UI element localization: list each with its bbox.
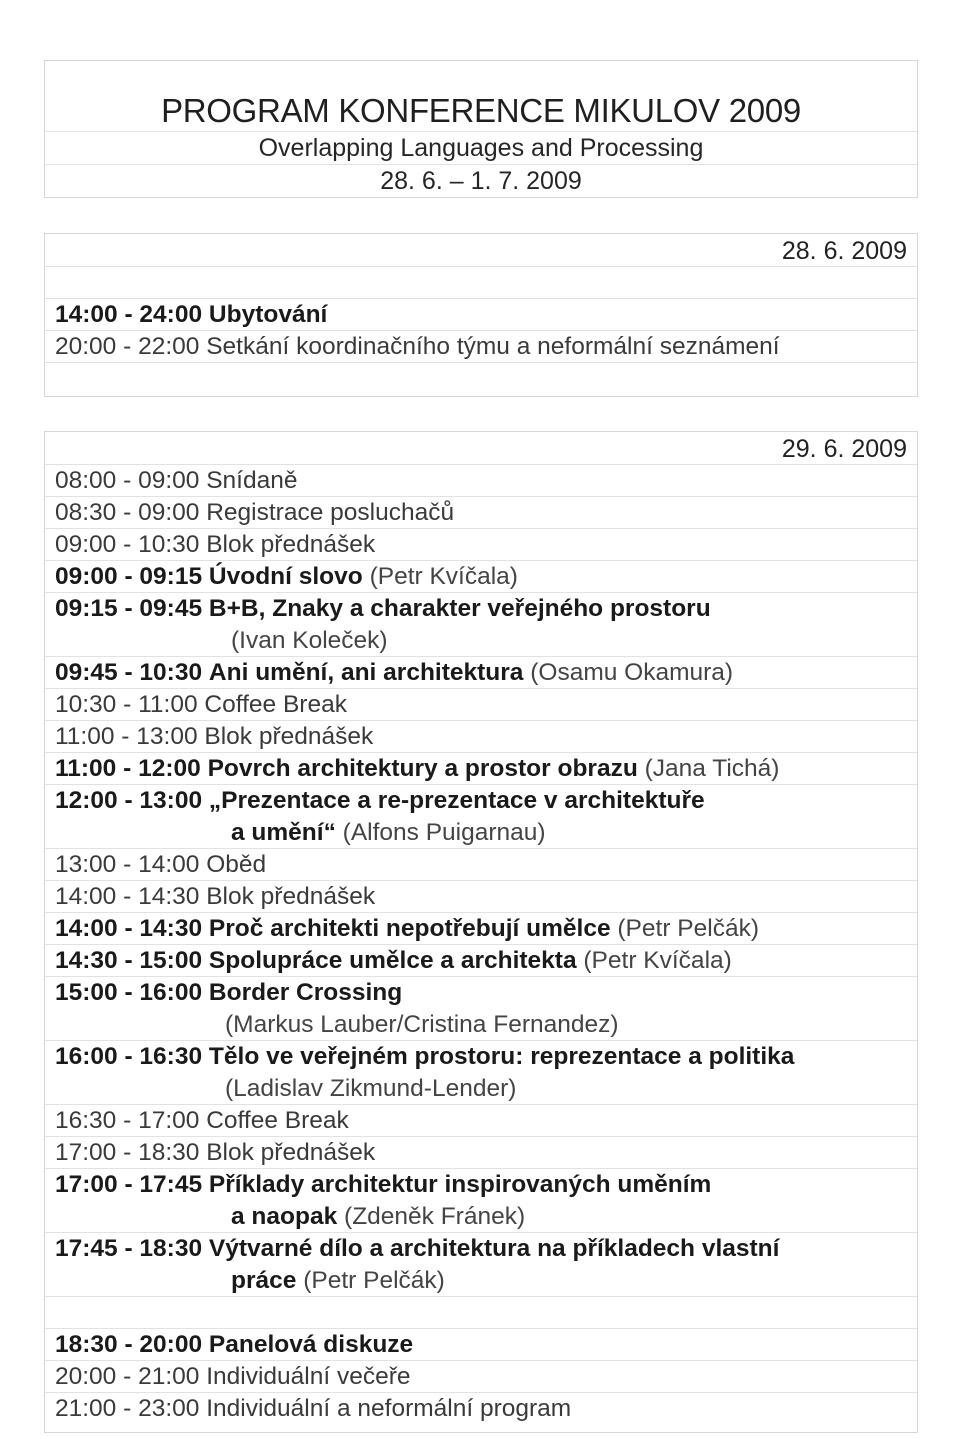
row-title: Border Crossing [208,979,403,1006]
schedule-row [45,1328,917,1360]
row-title-continued: a naopak [231,1203,338,1230]
row-title: Blok přednášek [206,531,376,558]
row-time: 14:30 - 15:00 [55,947,203,974]
row-time: 17:00 - 17:45 [55,1171,203,1198]
row-title-continued: a umění“ [231,819,336,846]
row-time: 21:00 - 23:00 [55,1395,200,1422]
schedule-row [45,592,917,656]
row-title: Příklady architektur inspirovaných uměním [208,1171,712,1198]
row-title: Výtvarné dílo a architektura na příkladech vlastní [208,1235,780,1262]
row-time: 14:00 - 14:30 [55,915,203,942]
schedule-row [45,528,917,560]
row-time: 17:00 - 18:30 [55,1139,200,1166]
row-speaker: (Zdeněk Fránek) [344,1203,526,1230]
row-title: Ubytování [208,301,328,328]
row-time: 13:00 - 14:00 [55,851,200,878]
row-time: 09:00 - 09:15 [55,563,203,590]
schedule-row [45,1136,917,1168]
day-2-schedule [44,431,918,1433]
row-time: 11:00 - 12:00 [55,755,201,782]
row-title: Coffee Break [206,1107,349,1134]
row-time: 10:30 - 11:00 [55,691,198,718]
row-title: Blok přednášek [204,723,374,750]
blank-row [45,1296,917,1328]
row-speaker: (Petr Kvíčala) [369,563,518,590]
row-time: 09:45 - 10:30 [55,659,203,686]
row-title: Blok přednášek [206,883,376,910]
row-title: Spolupráce umělce a architekta [208,947,577,974]
row-title: Panelová diskuze [208,1331,414,1358]
row-time: 18:30 - 20:00 [55,1331,203,1358]
schedule-row [45,1360,917,1392]
row-title: B+B, Znaky a charakter veřejného prostoru [208,595,711,622]
row-time: 16:30 - 17:00 [55,1107,200,1134]
row-time: 12:00 - 13:00 [55,787,203,814]
schedule-row [45,912,917,944]
row-speaker: (Petr Pelčák) [303,1267,445,1294]
row-title: Ani umění, ani architektura [208,659,524,686]
row-speaker: (Osamu Okamura) [530,659,734,686]
row-speaker: (Alfons Puigarnau) [342,819,546,846]
schedule-row [45,784,917,848]
schedule-row [45,656,917,688]
row-title-continued: práce [231,1267,297,1294]
row-speaker: (Petr Pelčák) [617,915,759,942]
schedule-row [45,298,917,330]
schedule-row [45,1168,917,1232]
schedule-row [45,720,917,752]
row-title: Blok přednášek [206,1139,376,1166]
row-title: Úvodní slovo [208,563,363,590]
row-title: Tělo ve veřejném prostoru: reprezentace a politika [208,1043,795,1070]
day-1-schedule [44,233,918,397]
row-time: 16:00 - 16:30 [55,1043,203,1070]
conference-header [44,60,918,198]
day-1-date: 28. 6. 2009 [781,237,907,265]
conference-date-range: 28. 6. – 1. 7. 2009 [45,164,917,197]
schedule-row [45,752,917,784]
row-speaker: (Jana Tichá) [644,755,780,782]
row-time: 20:00 - 22:00 [55,333,200,360]
row-time: 14:00 - 24:00 [55,301,203,328]
row-time: 20:00 - 21:00 [55,1363,200,1390]
schedule-row [45,1040,917,1104]
row-time: 14:00 - 14:30 [55,883,200,910]
day-2-date: 29. 6. 2009 [781,435,907,463]
row-time: 11:00 - 13:00 [55,723,198,750]
row-title: Setkání koordinačního týmu a neformální seznámení [206,333,780,360]
schedule-row [45,688,917,720]
schedule-row [45,464,917,496]
schedule-row [45,560,917,592]
row-title: Registrace posluchačů [206,499,455,526]
row-time: 17:45 - 18:30 [55,1235,203,1262]
row-speaker: (Petr Kvíčala) [583,947,732,974]
row-time: 08:30 - 09:00 [55,499,200,526]
schedule-row [45,496,917,528]
schedule-row [45,1232,917,1296]
schedule-row [45,1392,917,1424]
conference-title: PROGRAM KONFERENCE MIKULOV 2009 [161,92,801,129]
row-title: Individuální a neformální program [206,1395,572,1422]
schedule-row [45,880,917,912]
schedule-row [45,330,917,362]
row-time: 08:00 - 09:00 [55,467,200,494]
blank-row [45,362,917,394]
row-title: Oběd [206,851,267,878]
row-title: „Prezentace a re-prezentace v architektuře [208,787,705,814]
schedule-row [45,944,917,976]
row-speaker: (Markus Lauber/Cristina Fernandez) [225,1011,619,1038]
schedule-row [45,848,917,880]
row-title: Individuální večeře [206,1363,411,1390]
row-time: 15:00 - 16:00 [55,979,203,1006]
row-title: Proč architekti nepotřebují umělce [208,915,611,942]
row-speaker: (Ivan Koleček) [231,627,388,654]
schedule-row [45,1104,917,1136]
row-title: Snídaně [206,467,298,494]
row-time: 09:15 - 09:45 [55,595,203,622]
row-title: Povrch architektury a prostor obrazu [207,755,638,782]
row-title: Coffee Break [204,691,347,718]
row-speaker: (Ladislav Zikmund-Lender) [225,1075,517,1102]
schedule-row [45,976,917,1040]
blank-row [45,266,917,298]
conference-subtitle: Overlapping Languages and Processing [45,131,917,164]
row-time: 09:00 - 10:30 [55,531,200,558]
